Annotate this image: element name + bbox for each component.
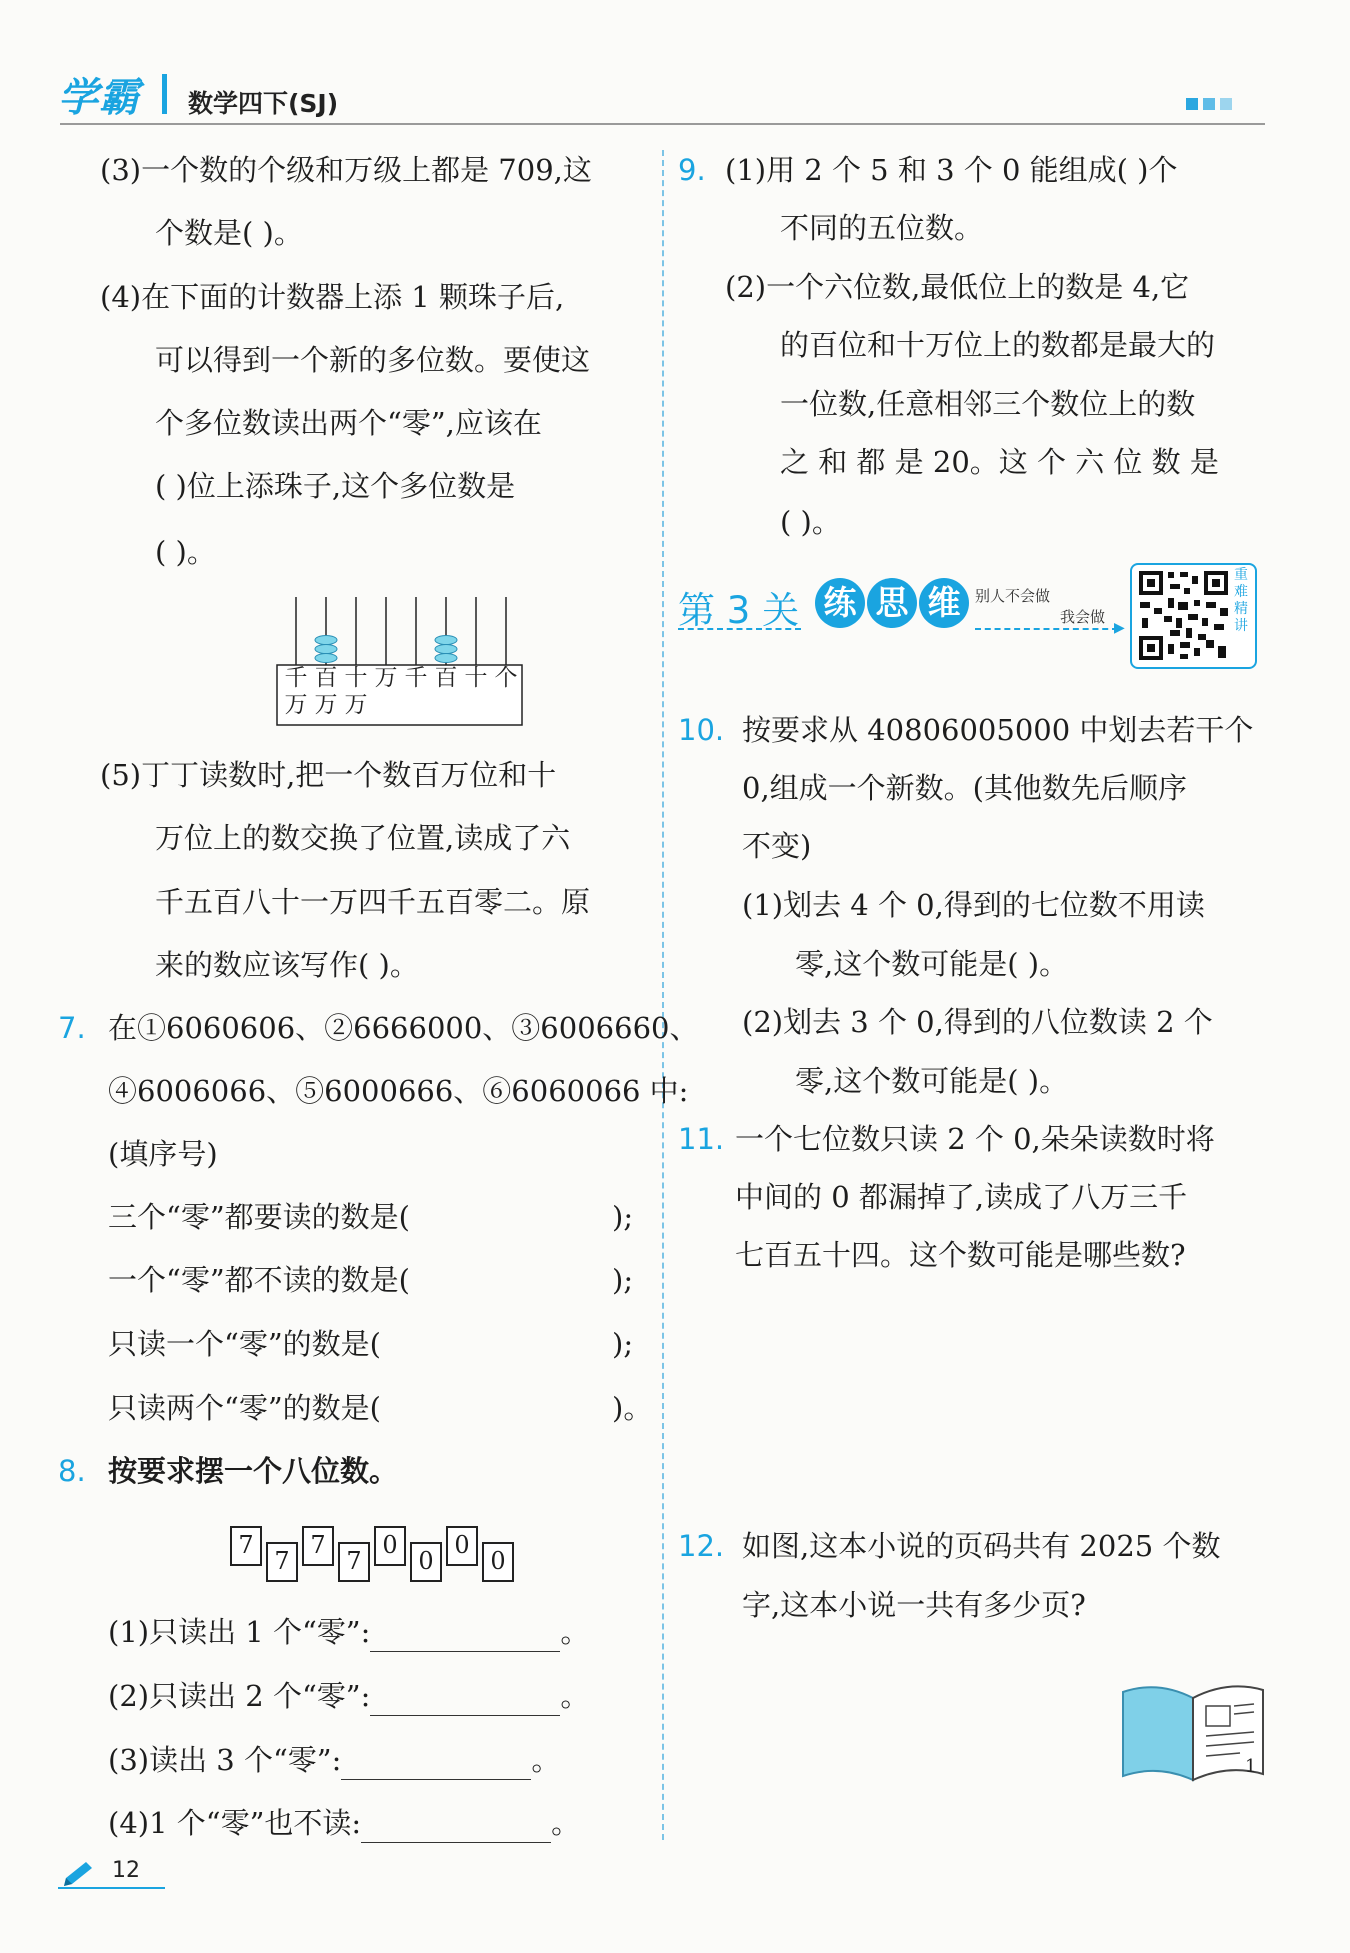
banner-underline [678,628,801,630]
digit-card[interactable]: 7 [230,1526,262,1566]
text-line: 字,这本小说一共有多少页? [742,1588,1086,1622]
digit-card[interactable]: 7 [266,1542,298,1582]
page-number: 12 [112,1858,140,1883]
pencil-icon [60,1858,104,1886]
answer-line: 只读两个“零”的数是( [108,1391,381,1425]
abacus-label: 千 [284,665,308,691]
text-line: 零,这个数可能是( )。 [795,947,1069,981]
section-circle: 思 [867,578,917,628]
answer-line: 只读一个“零”的数是( [108,1327,381,1361]
text-line: 千五百八十一万四千五百零二。原 [155,885,591,919]
section-circle: 练 [815,578,865,628]
text-line: 一个七位数只读 2 个 0,朵朵读数时将 [735,1122,1215,1156]
abacus-label: 千 [404,665,428,691]
text-line: ( )。 [155,535,216,569]
abacus-bead[interactable] [435,654,457,663]
text-line: 如图,这本小说的页码共有 2025 个数 [742,1529,1221,1563]
answer-end: )。 [612,1391,653,1425]
text-line: 来的数应该写作( )。 [155,948,419,982]
book-title: 数学四下(SJ) [188,89,339,118]
text-line: 在①6060606、②6666000、③6006660、 [108,1011,699,1045]
abacus-label: 十 [344,665,368,691]
text-line: ( )。 [780,505,841,539]
answer-end: ); [612,1200,634,1234]
blank[interactable] [370,1623,560,1652]
answer-line: (3)读出 3 个“零”: 。 [108,1740,560,1780]
answer-line: 一个“零”都不读的数是( [108,1263,410,1297]
question-title: 按要求摆一个八位数。 [108,1454,399,1488]
text-line: 零,这个数可能是( )。 [795,1064,1069,1098]
abacus-label: 万 [284,692,308,718]
qr-frame[interactable] [1130,563,1257,669]
text-line: 一位数,任意相邻三个数位上的数 [780,387,1196,421]
footer-rule [58,1887,165,1889]
question-number: 8. [58,1454,86,1488]
banner-underline [975,628,1118,630]
brand-logo: 学霸 [58,75,140,121]
text-line: 万位上的数交换了位置,读成了六 [155,821,571,855]
question-number: 12. [678,1529,725,1563]
text-line: 个数是( )。 [155,216,303,250]
answer-end: ); [612,1327,634,1361]
abacus-label: 百 [314,665,338,691]
column-divider [662,150,664,1840]
text-line: (2)一个六位数,最低位上的数是 4,它 [725,270,1190,304]
abacus-counter [270,595,530,730]
abacus-label: 万 [314,692,338,718]
qr-code-icon [1136,568,1231,663]
arrow-icon: ▶ [1114,620,1125,636]
text-line: 中间的 0 都漏掉了,读成了八万三千 [735,1180,1188,1214]
abacus-bead[interactable] [435,636,457,645]
book-page-number: 1 [1245,1756,1257,1777]
text-line: (5)丁丁读数时,把一个数百万位和十 [100,758,557,792]
text-line: 的百位和十万位上的数都是最大的 [780,328,1216,362]
text-line: 七百五十四。这个数可能是哪些数? [735,1238,1186,1272]
text-line: (2)划去 3 个 0,得到的八位数读 2 个 [742,1005,1213,1039]
digit-card[interactable]: 7 [338,1542,370,1582]
answer-line: (4)1 个“零”也不读: 。 [108,1803,580,1843]
blank[interactable] [361,1814,551,1843]
text-line: 0,组成一个新数。(其他数先后顺序 [742,771,1187,805]
open-book-illustration [1118,1680,1268,1790]
question-number: 7. [58,1011,86,1045]
text-line: (4)在下面的计数器上添 1 颗珠子后, [100,280,565,314]
text-line: ( )位上添珠子,这个多位数是 [155,469,516,503]
digit-card[interactable]: 0 [374,1526,406,1566]
abacus-bead[interactable] [315,636,337,645]
header-square [1186,98,1198,110]
answer-line: 三个“零”都要读的数是( [108,1200,410,1234]
abacus-label: 个 [494,665,518,691]
banner-note: 别人不会做 [975,587,1051,605]
abacus-label: 万 [374,665,398,691]
text-line: (3)一个数的个级和万级上都是 709,这 [100,153,592,187]
section-circle: 维 [919,578,969,628]
answer-end: ); [612,1263,634,1297]
section-prefix: 第 3 关 [678,589,800,632]
logo-divider [162,74,167,114]
blank[interactable] [341,1751,531,1780]
question-number: 9. [678,153,706,187]
section-title [815,578,971,628]
answer-line: (1)只读出 1 个“零”: 。 [108,1612,589,1652]
question-number: 10. [678,713,725,747]
text-line: (填序号) [108,1137,218,1171]
blank[interactable] [370,1687,560,1716]
abacus-bead[interactable] [315,645,337,654]
text-line: 不变) [742,829,812,863]
question-number: 11. [678,1122,725,1156]
qr-caption: 重难精讲 [1234,567,1248,634]
text-line: ④6006066、⑤6000666、⑥6060066 中: [108,1074,689,1108]
digit-card[interactable]: 0 [446,1526,478,1566]
abacus-bead[interactable] [315,654,337,663]
abacus-label: 万 [344,692,368,718]
abacus-bead[interactable] [435,645,457,654]
abacus-label: 十 [464,665,488,691]
header-rule [60,123,1265,125]
abacus-label: 百 [434,665,458,691]
text-line: 按要求从 40806005000 中划去若干个 [742,713,1254,747]
text-line: 个多位数读出两个“零”,应该在 [155,406,542,440]
answer-line: (2)只读出 2 个“零”: 。 [108,1676,589,1716]
digit-card[interactable]: 0 [410,1542,442,1582]
header-square [1203,98,1215,110]
header-square [1220,98,1232,110]
digit-card[interactable]: 0 [482,1542,514,1582]
text-line: 可以得到一个新的多位数。要使这 [155,343,591,377]
text-line: (1)用 2 个 5 和 3 个 0 能组成( )个 [725,153,1178,187]
text-line: (1)划去 4 个 0,得到的七位数不用读 [742,888,1205,922]
banner-note: 我会做 [1060,608,1106,626]
digit-card[interactable]: 7 [302,1526,334,1566]
text-line: 不同的五位数。 [780,211,984,245]
text-line: 之 和 都 是 20。这 个 六 位 数 是 [780,445,1219,479]
